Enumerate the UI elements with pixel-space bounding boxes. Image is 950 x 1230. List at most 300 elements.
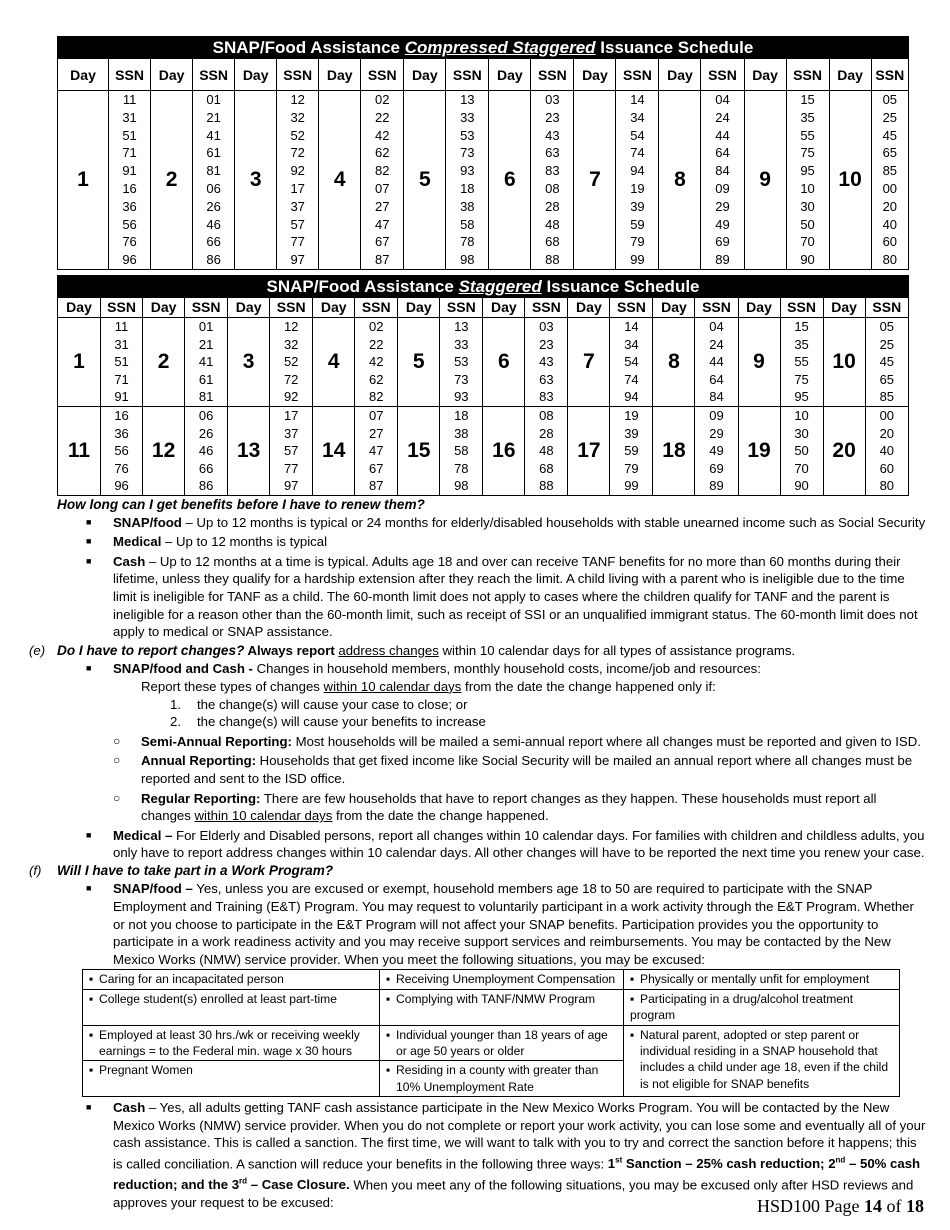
day-number: 7 <box>574 91 616 270</box>
exemption-table <box>82 969 900 1097</box>
day-header: Day <box>744 59 786 91</box>
bullet-icon: ■ <box>86 536 92 547</box>
ssn-digit: 77 <box>290 234 305 250</box>
ssn-digit: 06 <box>198 407 214 423</box>
report-item-2: 2. the change(s) will cause your benefits to increase <box>170 714 486 730</box>
ssn-digit: 57 <box>283 443 299 459</box>
ssn-digit: 37 <box>283 425 299 441</box>
ssn-digit: 00 <box>879 407 895 423</box>
ssn-digit: 65 <box>882 145 898 161</box>
exempt-cell: ▪ Receiving Unemployment Compensation <box>380 970 624 989</box>
exempt-cell: ▪ Natural parent, adopted or step parent or individual residing in a SNAP household that includes a child under age 18, even if the child is not eligible for SNAP benefits <box>624 1025 900 1097</box>
ssn-digit: 87 <box>369 478 384 494</box>
ssn-digit: 53 <box>454 354 469 370</box>
ssn-list <box>440 318 483 407</box>
report-question-line: (e) Do I have to report changes? Always report address changes within 10 calendar days for all types of assistance programs. <box>29 642 796 658</box>
ssn-digit: 96 <box>114 478 129 494</box>
ssn-digit: 89 <box>715 252 730 268</box>
ssn-digit: 09 <box>715 180 730 196</box>
ssn-digit: 35 <box>794 336 809 352</box>
exempt-cell: ▪ Caring for an incapacitated person <box>83 970 380 989</box>
ssn-header: SSN <box>361 59 404 91</box>
ssn-digit: 63 <box>539 371 554 387</box>
ssn-digit: 28 <box>545 198 560 214</box>
day-header: Day <box>659 59 701 91</box>
ssn-digit: 56 <box>114 443 129 459</box>
ssn-digit: 42 <box>375 127 390 143</box>
ssn-digit: 79 <box>630 234 645 250</box>
ssn-digit: 49 <box>709 443 724 459</box>
ssn-digit: 85 <box>879 389 895 405</box>
bullet-icon: ■ <box>86 516 92 527</box>
ssn-digit: 92 <box>290 163 305 179</box>
ssn-digit: 80 <box>879 478 895 494</box>
bullet-icon: ■ <box>86 663 92 674</box>
ssn-digit: 38 <box>454 425 469 441</box>
ssn-digit: 64 <box>709 371 724 387</box>
ssn-digit: 93 <box>460 163 475 179</box>
ssn-digit: 54 <box>624 354 639 370</box>
ssn-digit: 91 <box>114 389 129 405</box>
ssn-digit: 42 <box>369 354 384 370</box>
ssn-digit: 94 <box>630 163 645 179</box>
ssn-digit: 88 <box>539 478 554 494</box>
day-number: 1 <box>58 91 109 270</box>
ssn-list <box>865 406 908 495</box>
ssn-digit: 51 <box>114 354 129 370</box>
ssn-digit: 88 <box>545 252 560 268</box>
ssn-digit: 07 <box>375 180 390 196</box>
ssn-digit: 07 <box>369 407 384 423</box>
ssn-digit: 27 <box>375 198 390 214</box>
ssn-digit: 74 <box>624 371 639 387</box>
ssn-header: SSN <box>525 298 568 318</box>
ssn-digit: 62 <box>369 371 384 387</box>
ssn-list <box>109 91 151 270</box>
ssn-digit: 76 <box>114 460 129 476</box>
work-question-line: (f) Will I have to take part in a Work Program? <box>29 862 334 878</box>
ssn-digit: 52 <box>290 127 305 143</box>
ssn-digit: 36 <box>114 425 129 441</box>
staggered-schedule-title: SNAP/Food Assistance Staggered Issuance Schedule <box>58 276 909 298</box>
ssn-digit: 60 <box>882 234 898 250</box>
ssn-digit: 64 <box>715 145 730 161</box>
ssn-digit: 67 <box>369 460 384 476</box>
ssn-list <box>355 318 398 407</box>
ssn-header: SSN <box>101 298 143 318</box>
exempt-cell: ▪ Physically or mentally unfit for employment <box>624 970 900 989</box>
ssn-list <box>193 91 235 270</box>
day-number: 9 <box>744 91 786 270</box>
day-number: 8 <box>659 91 701 270</box>
ssn-digit: 29 <box>715 198 730 214</box>
ssn-digit: 22 <box>369 336 384 352</box>
day-number: 3 <box>235 91 277 270</box>
ssn-digit: 51 <box>122 127 137 143</box>
ssn-digit: 20 <box>879 425 895 441</box>
ssn-digit: 52 <box>283 354 299 370</box>
ssn-digit: 49 <box>715 216 730 232</box>
compressed-schedule-table <box>57 36 909 270</box>
day-header: Day <box>574 59 616 91</box>
day-number: 2 <box>143 318 185 407</box>
day-header: Day <box>404 59 446 91</box>
day-header: Day <box>483 298 525 318</box>
ssn-digit: 72 <box>290 145 305 161</box>
ssn-digit: 26 <box>206 198 221 214</box>
ssn-digit: 89 <box>709 478 724 494</box>
day-number: 16 <box>483 406 525 495</box>
ssn-digit: 55 <box>794 354 809 370</box>
ssn-list <box>361 91 404 270</box>
ssn-digit: 41 <box>206 127 221 143</box>
ssn-digit: 03 <box>539 319 554 334</box>
ssn-digit: 86 <box>206 252 221 268</box>
ssn-header: SSN <box>531 59 574 91</box>
ssn-digit: 22 <box>375 109 390 125</box>
ssn-header: SSN <box>871 59 908 91</box>
day-number: 4 <box>313 318 355 407</box>
compressed-header-row <box>58 59 909 91</box>
ssn-digit: 31 <box>122 109 137 125</box>
ssn-digit: 46 <box>206 216 221 232</box>
day-number: 14 <box>313 406 355 495</box>
ssn-digit: 14 <box>630 92 645 107</box>
ssn-digit: 17 <box>283 407 299 423</box>
ssn-list <box>440 406 483 495</box>
ssn-digit: 59 <box>630 216 645 232</box>
ssn-list <box>277 91 319 270</box>
ssn-digit: 31 <box>114 336 129 352</box>
ssn-digit: 34 <box>630 109 645 125</box>
ssn-digit: 94 <box>624 389 639 405</box>
ssn-digit: 29 <box>709 425 724 441</box>
ssn-digit: 79 <box>624 460 639 476</box>
ssn-digit: 83 <box>545 163 560 179</box>
ssn-digit: 13 <box>454 319 469 334</box>
day-header: Day <box>653 298 695 318</box>
ssn-digit: 18 <box>454 407 469 423</box>
ssn-digit: 10 <box>800 180 815 196</box>
ssn-digit: 32 <box>290 109 305 125</box>
ssn-digit: 70 <box>794 460 809 476</box>
ssn-digit: 10 <box>794 407 809 423</box>
staggered-row-1 <box>58 318 909 407</box>
ssn-digit: 72 <box>283 371 299 387</box>
ssn-digit: 41 <box>198 354 214 370</box>
exempt-cell: ▪ Residing in a county with greater than 10% Unemployment Rate <box>380 1061 624 1097</box>
ssn-digit: 95 <box>800 163 815 179</box>
ssn-digit: 77 <box>283 460 299 476</box>
ssn-list <box>695 318 738 407</box>
day-number: 19 <box>738 406 780 495</box>
ssn-digit: 56 <box>122 216 137 232</box>
exempt-cell: ▪ College student(s) enrolled at least part-time <box>83 989 380 1025</box>
ssn-list <box>525 406 568 495</box>
ssn-list <box>525 318 568 407</box>
ssn-digit: 23 <box>539 336 554 352</box>
ssn-digit: 30 <box>794 425 809 441</box>
ssn-digit: 92 <box>283 389 299 405</box>
day-number: 5 <box>398 318 440 407</box>
ssn-digit: 71 <box>122 145 137 161</box>
day-number: 6 <box>483 318 525 407</box>
ssn-digit: 04 <box>715 92 730 107</box>
ssn-digit: 58 <box>460 216 475 232</box>
ssn-header: SSN <box>277 59 319 91</box>
day-header: Day <box>823 298 865 318</box>
ssn-digit: 15 <box>794 319 809 334</box>
ssn-digit: 58 <box>454 443 469 459</box>
day-header: Day <box>829 59 871 91</box>
exempt-cell: ▪ Employed at least 30 hrs./wk or receiving weekly earnings = to the Federal min. wage x 30 hours <box>83 1025 380 1061</box>
day-number: 10 <box>829 91 871 270</box>
ssn-digit: 50 <box>794 443 809 459</box>
page-footer: HSD100 Page 14 of 18 <box>757 1196 924 1216</box>
ssn-list <box>780 318 823 407</box>
exempt-cell: ▪ Participating in a drug/alcohol treatment program <box>624 989 900 1025</box>
day-number: 12 <box>143 406 185 495</box>
ssn-digit: 99 <box>624 478 639 494</box>
day-header: Day <box>568 298 610 318</box>
work-cash-bullet: ■ Cash – Yes, all adults getting TANF cash assistance participate in the New Mexico Works Program. You will be contacted by the New Mexico Works (NMW) service provider. When you do not complete or report your work activity, you can lose some and eventually all of your cash assistance. This is called a sanction. The first time, we will want to talk with you to try and correct the sanction before it happens; this is called conciliation. A sanction will reduce your benefits in the following three ways: 1st Sanction – 25% cash reduction; 2nd – 50% cash reduction; and the 3rd – Case Closure. When you meet any of the following situations, you may be excused only after HSD reviews and approves your request to be excused: <box>86 1100 926 1211</box>
ssn-digit: 90 <box>794 478 809 494</box>
ssn-digit: 44 <box>715 127 730 143</box>
renew-medical-bullet: ■ Medical – Up to 12 months is typical <box>86 534 328 550</box>
exempt-cell: ▪ Pregnant Women <box>83 1061 380 1097</box>
ssn-list <box>701 91 744 270</box>
ssn-list <box>610 318 653 407</box>
ssn-list <box>101 406 143 495</box>
ssn-digit: 80 <box>882 252 898 268</box>
ssn-digit: 70 <box>800 234 815 250</box>
day-header: Day <box>58 298 101 318</box>
ssn-digit: 55 <box>800 127 815 143</box>
ssn-digit: 76 <box>122 234 137 250</box>
circle-bullet-icon: ○ <box>113 790 121 805</box>
ssn-digit: 24 <box>709 336 724 352</box>
ssn-digit: 59 <box>624 443 639 459</box>
ssn-digit: 54 <box>630 127 645 143</box>
ssn-digit: 47 <box>369 443 384 459</box>
ssn-digit: 37 <box>290 198 305 214</box>
staggered-row-2 <box>58 406 909 495</box>
compressed-body-row <box>58 91 909 270</box>
day-header: Day <box>143 298 185 318</box>
ssn-digit: 97 <box>290 252 305 268</box>
ssn-digit: 69 <box>715 234 730 250</box>
ssn-digit: 63 <box>545 145 560 161</box>
ssn-digit: 84 <box>709 389 724 405</box>
circle-bullet-icon: ○ <box>113 753 121 768</box>
ssn-list <box>446 91 489 270</box>
ssn-digit: 27 <box>369 425 384 441</box>
ssn-digit: 03 <box>545 92 560 107</box>
report-timing-line: Report these types of changes within 10 calendar days from the date the change happened only if: <box>141 678 716 694</box>
day-header: Day <box>235 59 277 91</box>
report-medical-bullet: ■ Medical – For Elderly and Disabled persons, report all changes within 10 calendar days. For families with children and childless adults, you only have to report address changes within 10 calendar days. All other changes will have to be reported the next time you renew your case. <box>86 827 925 861</box>
bullet-icon: ■ <box>86 555 92 566</box>
ssn-digit: 86 <box>198 478 214 494</box>
ssn-digit: 26 <box>198 425 214 441</box>
ssn-digit: 40 <box>882 216 898 232</box>
ssn-digit: 34 <box>624 336 639 352</box>
ssn-digit: 90 <box>800 252 815 268</box>
ssn-header: SSN <box>355 298 398 318</box>
ssn-digit: 02 <box>369 319 384 334</box>
ssn-header: SSN <box>193 59 235 91</box>
ssn-digit: 11 <box>122 92 137 107</box>
ssn-digit: 08 <box>545 180 560 196</box>
ssn-digit: 45 <box>882 127 898 143</box>
ssn-digit: 15 <box>800 92 815 107</box>
ssn-digit: 43 <box>539 354 554 370</box>
ssn-digit: 53 <box>460 127 475 143</box>
day-header: Day <box>228 298 270 318</box>
ssn-digit: 12 <box>283 319 299 334</box>
day-number: 7 <box>568 318 610 407</box>
ssn-digit: 50 <box>800 216 815 232</box>
exempt-cell: ▪ Complying with TANF/NMW Program <box>380 989 624 1025</box>
ssn-header: SSN <box>701 59 744 91</box>
ssn-header: SSN <box>865 298 908 318</box>
body-content <box>29 496 927 1212</box>
ssn-digit: 96 <box>122 252 137 268</box>
ssn-digit: 75 <box>800 145 815 161</box>
ssn-digit: 69 <box>709 460 724 476</box>
ssn-digit: 04 <box>709 319 724 334</box>
day-number: 8 <box>653 318 695 407</box>
ssn-digit: 11 <box>114 319 129 334</box>
ssn-digit: 74 <box>630 145 645 161</box>
ssn-list <box>185 318 228 407</box>
ssn-digit: 47 <box>375 216 390 232</box>
ssn-header: SSN <box>446 59 489 91</box>
day-number: 15 <box>398 406 440 495</box>
ssn-digit: 33 <box>454 336 469 352</box>
day-header: Day <box>738 298 780 318</box>
ssn-digit: 65 <box>879 371 895 387</box>
ssn-digit: 71 <box>114 371 129 387</box>
ssn-digit: 01 <box>198 319 214 334</box>
ssn-list <box>865 318 908 407</box>
day-number: 13 <box>228 406 270 495</box>
ssn-digit: 21 <box>198 336 214 352</box>
ssn-digit: 93 <box>454 389 469 405</box>
ssn-digit: 25 <box>882 109 898 125</box>
ssn-digit: 33 <box>460 109 475 125</box>
ssn-list <box>101 318 143 407</box>
ssn-list <box>185 406 228 495</box>
ssn-list <box>695 406 738 495</box>
ssn-header: SSN <box>610 298 653 318</box>
ssn-header: SSN <box>270 298 313 318</box>
semi-annual-item: ○ Semi-Annual Reporting: Most households will be mailed a semi-annual report where all changes must be reported and given to ISD. <box>113 733 921 749</box>
ssn-digit: 75 <box>794 371 809 387</box>
day-number: 9 <box>738 318 780 407</box>
bullet-icon: ■ <box>86 829 92 840</box>
ssn-header: SSN <box>786 59 829 91</box>
ssn-digit: 25 <box>879 336 895 352</box>
ssn-digit: 91 <box>122 163 137 179</box>
ssn-digit: 20 <box>882 198 898 214</box>
bullet-icon: ■ <box>86 883 92 894</box>
bullet-icon: ■ <box>86 1102 92 1113</box>
ssn-digit: 61 <box>198 371 214 387</box>
ssn-digit: 44 <box>709 354 724 370</box>
renew-snap-bullet: ■ SNAP/food – Up to 12 months is typical or 24 months for elderly/disabled households with stable unearned income such as Social Security <box>86 514 926 530</box>
ssn-digit: 09 <box>709 407 724 423</box>
ssn-digit: 62 <box>375 145 390 161</box>
ssn-digit: 08 <box>539 407 554 423</box>
ssn-digit: 82 <box>375 163 390 179</box>
ssn-digit: 78 <box>454 460 469 476</box>
report-snapcash-bullet: ■ SNAP/food and Cash - Changes in household members, monthly household costs, income/job and resources: <box>86 661 761 677</box>
day-number: 3 <box>228 318 270 407</box>
ssn-digit: 82 <box>369 389 384 405</box>
ssn-digit: 01 <box>206 92 221 107</box>
ssn-list <box>531 91 574 270</box>
renew-cash-bullet: ■ Cash – Up to 12 months at a time is typical. Adults age 18 and over can receive TANF benefits for no more than 60 months during their lifetime, unless they qualify for a hardship extension after they reach the limit. A child living with a parent who is ineligible due to the time limit is ineligible for TANF as a child. The 60-month limit does not apply to cases where the children qualify for TANF and the parent is ineligible for a reason other than the 60-month limit, such as receipt of SSI or an unqualified immigrant status. The 60-month limit does not apply to medical or SNAP assistance. <box>86 553 918 640</box>
circle-bullet-icon: ○ <box>113 733 121 748</box>
ssn-digit: 48 <box>545 216 560 232</box>
day-number: 4 <box>319 91 361 270</box>
day-header: Day <box>398 298 440 318</box>
ssn-digit: 00 <box>882 180 898 196</box>
ssn-header: SSN <box>185 298 228 318</box>
day-number: 11 <box>58 406 101 495</box>
ssn-digit: 13 <box>460 92 475 107</box>
day-number: 2 <box>151 91 193 270</box>
ssn-header: SSN <box>616 59 659 91</box>
ssn-digit: 19 <box>630 180 645 196</box>
ssn-list <box>610 406 653 495</box>
ssn-digit: 99 <box>630 252 645 268</box>
ssn-digit: 87 <box>375 252 390 268</box>
report-item-1: 1. the change(s) will cause your case to close; or <box>170 696 468 712</box>
ssn-header: SSN <box>780 298 823 318</box>
ssn-digit: 21 <box>206 109 221 125</box>
ssn-digit: 39 <box>624 425 639 441</box>
ssn-digit: 61 <box>206 145 221 161</box>
ssn-header: SSN <box>695 298 738 318</box>
day-number: 18 <box>653 406 695 495</box>
ssn-digit: 23 <box>545 109 560 125</box>
ssn-digit: 05 <box>882 92 898 107</box>
ssn-digit: 60 <box>879 460 895 476</box>
ssn-digit: 17 <box>290 180 305 196</box>
ssn-list <box>270 318 313 407</box>
ssn-digit: 45 <box>879 354 895 370</box>
ssn-digit: 12 <box>290 92 305 107</box>
exempt-cell: ▪ Individual younger than 18 years of age or age 50 years or older <box>380 1025 624 1061</box>
day-number: 10 <box>823 318 865 407</box>
ssn-digit: 98 <box>460 252 475 268</box>
ssn-list <box>871 91 908 270</box>
ssn-digit: 36 <box>122 198 137 214</box>
ssn-digit: 83 <box>539 389 554 405</box>
ssn-list <box>270 406 313 495</box>
ssn-digit: 35 <box>800 109 815 125</box>
ssn-digit: 48 <box>539 443 554 459</box>
ssn-digit: 85 <box>882 163 898 179</box>
day-number: 5 <box>404 91 446 270</box>
ssn-digit: 14 <box>624 319 639 334</box>
ssn-digit: 57 <box>290 216 305 232</box>
ssn-digit: 73 <box>460 145 475 161</box>
day-number: 20 <box>823 406 865 495</box>
ssn-digit: 16 <box>122 180 137 196</box>
